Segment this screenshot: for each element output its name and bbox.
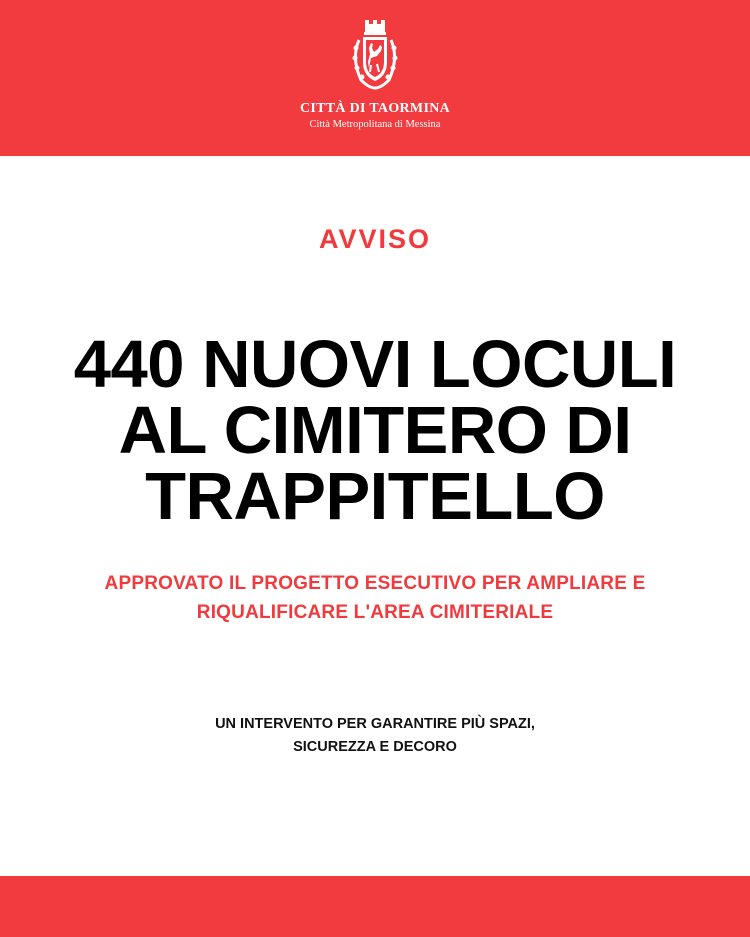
subtitle-line: RIQUALIFICARE L'AREA CIMITERIALE <box>196 602 554 623</box>
headline <box>0 327 750 534</box>
tagline-line: UN INTERVENTO PER GARANTIRE PIÙ SPAZI, <box>215 716 535 732</box>
tagline-line: SICUREZZA E DECORO <box>293 739 457 755</box>
notice-label: AVVISO <box>318 224 432 254</box>
headline-line: TRAPPITELLO <box>145 459 605 534</box>
subtitle-line: APPROVATO IL PROGETTO ESECUTIVO PER AMPLIARE E <box>104 573 646 594</box>
city-name: CITTÀ DI TAORMINA <box>299 101 451 116</box>
subtitle <box>0 569 750 627</box>
headline-line: AL CIMITERO DI <box>118 393 632 468</box>
city-crest-icon <box>347 18 403 92</box>
headline-line: 440 NUOVI LOCULI <box>73 327 677 402</box>
header-banner <box>0 0 750 156</box>
footer-banner <box>0 876 750 937</box>
tagline <box>0 713 750 759</box>
city-subtitle: Città Metropolitana di Messina <box>309 119 441 130</box>
